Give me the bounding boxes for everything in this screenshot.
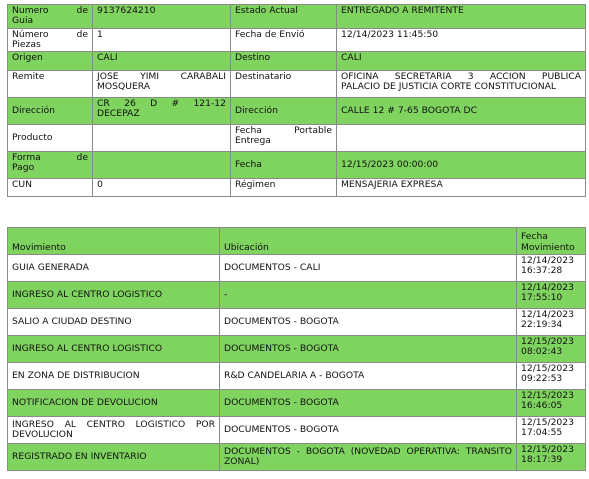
movement-time: 09:22:53 [521, 373, 563, 385]
movements-body [8, 255, 586, 471]
movement-description: INGRESO AL CENTRO LOGISTICO [8, 336, 220, 363]
movement-location: DOCUMENTOS - BOGOTA [220, 309, 517, 336]
info-line: de [76, 5, 88, 16]
movement-datetime [517, 282, 586, 309]
info-value-left: CALI [93, 52, 231, 71]
info-line: Entrega [235, 135, 271, 147]
movement-row [8, 444, 586, 471]
info-label-left [8, 5, 93, 29]
info-value-right: ENTREGADO A REMITENTE [337, 5, 586, 29]
movement-location: DOCUMENTOS - BOGOTA [220, 390, 517, 417]
info-label-left: CUN [8, 179, 93, 197]
movement-datetime [517, 336, 586, 363]
movement-datetime [517, 444, 586, 471]
info-value-left: 9137624210 [93, 5, 231, 29]
movement-location: DOCUMENTOS - BOGOTA (NOVEDAD OPERATIVA: TRANSITO ZONAL) [220, 444, 517, 471]
movement-date: 12/15/2023 [521, 444, 574, 455]
movement-datetime [517, 390, 586, 417]
info-row [8, 52, 586, 71]
movement-row [8, 390, 586, 417]
movements-table [7, 227, 586, 471]
movement-row [8, 309, 586, 336]
movement-row [8, 417, 586, 444]
movement-description: GUIA GENERADA [8, 255, 220, 282]
movement-description: EN ZONA DE DISTRIBUCION [8, 363, 220, 390]
movement-location: DOCUMENTOS - BOGOTA [220, 336, 517, 363]
info-line: Numero [12, 5, 49, 16]
info-row [8, 71, 586, 98]
info-label-left: Origen [8, 52, 93, 71]
info-line: MOSQUERA [97, 81, 151, 93]
info-line: Pago [12, 162, 35, 174]
info-line: OFICINA SECRETARIA 3 ACCION PUBLICA [341, 71, 581, 83]
info-line: Piezas [12, 38, 41, 50]
info-line: Guia [12, 15, 34, 27]
movement-location: R&D CANDELARIA A - BOGOTA [220, 363, 517, 390]
info-value-right: CALI [337, 52, 586, 71]
info-line: PALACIO DE JUSTICIA CORTE CONSTITUCIONAL [341, 81, 557, 93]
info-value-left: 0 [93, 179, 231, 197]
info-value-right: CALLE 12 # 7-65 BOGOTA DC [337, 98, 586, 125]
shipment-info-body [8, 5, 586, 197]
info-label-right: Destino [231, 52, 337, 71]
info-label-left: Producto [8, 125, 93, 152]
info-line: Número [12, 28, 49, 40]
info-value-left [93, 152, 231, 179]
movement-time: 16:46:05 [521, 400, 563, 412]
movement-time: 17:55:10 [521, 292, 563, 304]
info-row [8, 179, 586, 197]
shipment-info-table [7, 4, 586, 197]
info-label-left [8, 28, 93, 52]
movement-datetime [517, 255, 586, 282]
info-line: CR 26 D # 121-12 [97, 98, 226, 110]
movement-description: SALIO A CIUDAD DESTINO [8, 309, 220, 336]
info-value-right [337, 71, 586, 98]
movement-time: 08:02:43 [521, 346, 563, 358]
movement-location: DOCUMENTOS - CALI [220, 255, 517, 282]
movement-datetime [517, 417, 586, 444]
movement-description: INGRESO AL CENTRO LOGISTICO [8, 282, 220, 309]
info-label-left: Remite [8, 71, 93, 98]
info-row [8, 5, 586, 29]
info-label-left: Dirección [8, 98, 93, 125]
info-value-right: MENSAJERIA EXPRESA [337, 179, 586, 197]
movement-date: 12/14/2023 [521, 309, 574, 320]
info-label-right: Fecha de Envió [231, 28, 337, 52]
movement-time: 22:19:34 [521, 319, 563, 331]
header-fecha-movimiento: Fecha Movimiento [517, 228, 586, 255]
info-label-left [8, 152, 93, 179]
info-value-right: 12/14/2023 11:45:50 [337, 28, 586, 52]
info-line: DECEPAZ [97, 108, 140, 120]
movement-datetime [517, 363, 586, 390]
movement-date: 12/14/2023 [521, 255, 574, 266]
info-label-right: Estado Actual [231, 5, 337, 29]
movement-location: DOCUMENTOS - BOGOTA [220, 417, 517, 444]
info-value-right [337, 125, 586, 152]
info-row [8, 28, 586, 52]
info-value-left [93, 98, 231, 125]
info-label-right [231, 125, 337, 152]
info-value-left: 1 [93, 28, 231, 52]
movement-time: 16:37:28 [521, 265, 563, 277]
movement-date: 12/15/2023 [521, 336, 574, 347]
header-movimiento: Movimiento [8, 228, 220, 255]
movements-header-row [8, 228, 586, 255]
info-row [8, 152, 586, 179]
movement-location: - [220, 282, 517, 309]
movement-row [8, 363, 586, 390]
movement-description: INGRESO AL CENTRO LOGISTICO POR DEVOLUCION [8, 417, 220, 444]
info-row [8, 125, 586, 152]
movement-description: REGISTRADO EN INVENTARIO [8, 444, 220, 471]
movement-date: 12/15/2023 [521, 363, 574, 374]
movement-datetime [517, 309, 586, 336]
info-label-right: Régimen [231, 179, 337, 197]
movement-row [8, 255, 586, 282]
info-value-left [93, 125, 231, 152]
info-line: Fecha Portable [235, 125, 332, 137]
header-ubicacion: Ubicación [220, 228, 517, 255]
info-value-right: 12/15/2023 00:00:00 [337, 152, 586, 179]
movement-date: 12/15/2023 [521, 417, 574, 428]
info-row [8, 98, 586, 125]
movement-description: NOTIFICACION DE DEVOLUCION [8, 390, 220, 417]
movement-date: 12/14/2023 [521, 282, 574, 293]
info-line: JOSE YIMI CARABALI [97, 71, 226, 83]
info-label-right: Destinatario [231, 71, 337, 98]
info-label-right: Fecha [231, 152, 337, 179]
movement-time: 18:17:39 [521, 454, 563, 466]
info-line: Forma de [12, 152, 88, 164]
info-line: de [76, 28, 88, 40]
info-label-right: Dirección [231, 98, 337, 125]
info-value-left [93, 71, 231, 98]
movement-row [8, 282, 586, 309]
movement-time: 17:04:55 [521, 427, 563, 439]
movement-row [8, 336, 586, 363]
movement-date: 12/15/2023 [521, 390, 574, 401]
